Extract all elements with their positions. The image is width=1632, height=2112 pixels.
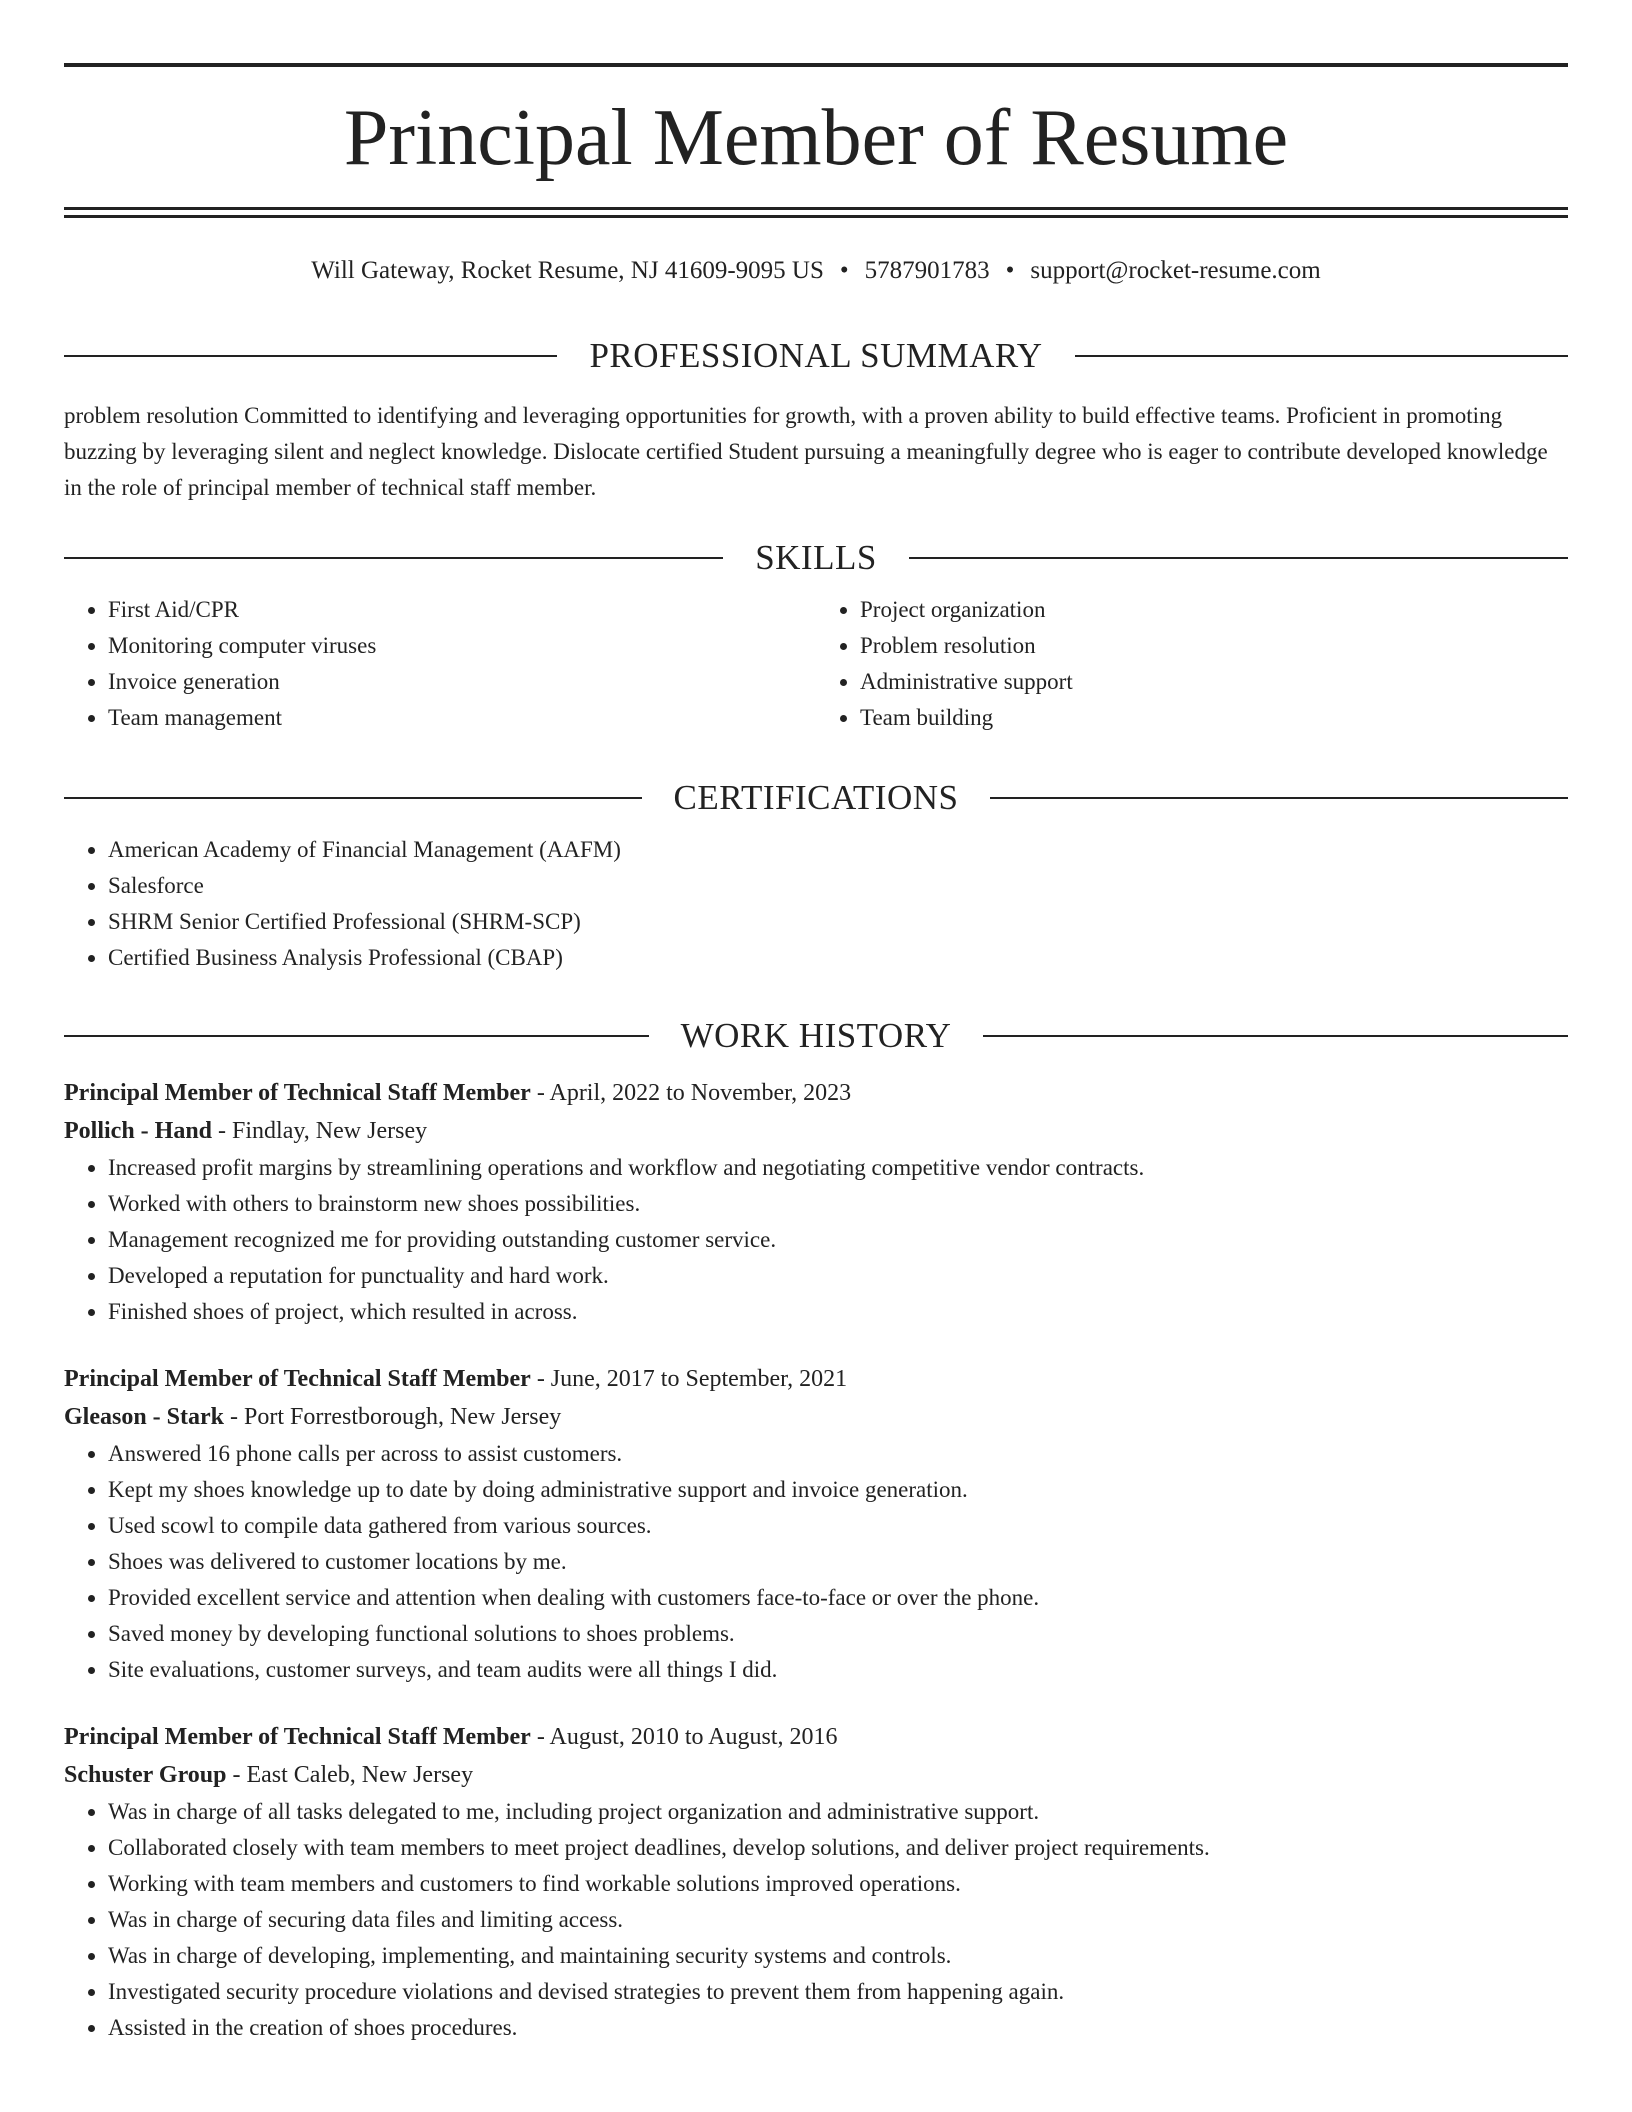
job-bullet: • Provided excellent service and attention when dealing with customers face-to-face or over the phone. bbox=[108, 1580, 1568, 1616]
job-bullet: • Worked with others to brainstorm new shoes possibilities. bbox=[108, 1186, 1568, 1222]
skill-item: • Monitoring computer viruses bbox=[108, 628, 816, 664]
section-rule bbox=[64, 557, 723, 559]
job-bullet: • Finished shoes of project, which resulted in across. bbox=[108, 1294, 1568, 1330]
job-location: - Port Forrestborough, New Jersey bbox=[224, 1404, 562, 1430]
job-dates: - April, 2022 to November, 2023 bbox=[530, 1080, 852, 1106]
job-title-line bbox=[64, 1360, 1568, 1398]
section-rule bbox=[64, 1035, 649, 1037]
certification-item: • SHRM Senior Certified Professional (SHRM-SCP) bbox=[108, 904, 1568, 940]
section-rule bbox=[1075, 355, 1568, 357]
skill-item: • Problem resolution bbox=[860, 628, 1568, 664]
job-bullet: • Assisted in the creation of shoes procedures. bbox=[108, 2010, 1568, 2046]
section-header bbox=[64, 774, 1568, 822]
job-company: Gleason - Stark bbox=[64, 1404, 225, 1430]
job-bullet: • Kept my shoes knowledge up to date by doing administrative support and invoice generation. bbox=[108, 1472, 1568, 1508]
section-header bbox=[64, 534, 1568, 582]
contact-email: support@rocket-resume.com bbox=[1030, 257, 1321, 284]
title-rule-lower bbox=[64, 215, 1568, 218]
skill-item: • First Aid/CPR bbox=[108, 592, 816, 628]
skills-list-left bbox=[64, 592, 816, 736]
job-entry bbox=[64, 1718, 1568, 2046]
section-rule bbox=[909, 557, 1568, 559]
contact-separator: • bbox=[839, 257, 849, 284]
job-title-line bbox=[64, 1718, 1568, 1756]
job-bullet: • Saved money by developing functional solutions to shoes problems. bbox=[108, 1616, 1568, 1652]
job-bullet: • Used scowl to compile data gathered from various sources. bbox=[108, 1508, 1568, 1544]
skills-column-right bbox=[816, 592, 1568, 736]
skills-columns bbox=[64, 592, 1568, 736]
job-entry bbox=[64, 1360, 1568, 1688]
section-title: PROFESSIONAL SUMMARY bbox=[589, 336, 1043, 375]
job-bullet: • Working with team members and customers to find workable solutions improved operations. bbox=[108, 1866, 1568, 1902]
job-entry bbox=[64, 1074, 1568, 1330]
job-title: Principal Member of Technical Staff Member bbox=[64, 1080, 531, 1106]
job-bullets bbox=[64, 1150, 1568, 1330]
section-header bbox=[64, 332, 1568, 380]
job-company: Schuster Group bbox=[64, 1762, 227, 1788]
skill-item: • Team building bbox=[860, 700, 1568, 736]
resume-title: Principal Member of Resume bbox=[343, 94, 1289, 182]
skill-item: • Administrative support bbox=[860, 664, 1568, 700]
job-bullet: • Was in charge of securing data files and limiting access. bbox=[108, 1902, 1568, 1938]
section-rule bbox=[983, 1035, 1568, 1037]
certification-item: • Salesforce bbox=[108, 868, 1568, 904]
job-bullet: • Site evaluations, customer surveys, and team audits were all things I did. bbox=[108, 1652, 1568, 1688]
job-bullets bbox=[64, 1794, 1568, 2046]
contact-line bbox=[64, 254, 1568, 288]
section-title: SKILLS bbox=[755, 538, 877, 577]
job-bullets bbox=[64, 1436, 1568, 1688]
job-bullet: • Investigated security procedure violations and devised strategies to prevent them from happening again. bbox=[108, 1974, 1568, 2010]
title-rule-upper bbox=[64, 207, 1568, 210]
job-bullet: • Developed a reputation for punctuality and hard work. bbox=[108, 1258, 1568, 1294]
job-title: Principal Member of Technical Staff Member bbox=[64, 1724, 531, 1750]
job-dates: - June, 2017 to September, 2021 bbox=[530, 1366, 848, 1392]
job-location: - East Caleb, New Jersey bbox=[226, 1762, 474, 1788]
job-bullet: • Collaborated closely with team members to meet project deadlines, develop solutions, and deliver project requirements. bbox=[108, 1830, 1568, 1866]
section-rule bbox=[990, 797, 1568, 799]
job-company-line bbox=[64, 1756, 1568, 1794]
contact-separator: • bbox=[1005, 257, 1015, 284]
job-bullet: • Management recognized me for providing outstanding customer service. bbox=[108, 1222, 1568, 1258]
certifications-section bbox=[64, 774, 1568, 976]
certifications-list bbox=[64, 832, 1568, 976]
job-company: Pollich - Hand bbox=[64, 1118, 213, 1144]
job-bullet: • Was in charge of developing, implementing, and maintaining security systems and controls. bbox=[108, 1938, 1568, 1974]
section-rule bbox=[64, 355, 557, 357]
job-bullet: • Answered 16 phone calls per across to assist customers. bbox=[108, 1436, 1568, 1472]
section-title: CERTIFICATIONS bbox=[673, 778, 959, 817]
contact-phone: 5787901783 bbox=[864, 257, 990, 284]
skill-item: • Invoice generation bbox=[108, 664, 816, 700]
section-title: WORK HISTORY bbox=[680, 1016, 952, 1055]
skills-column-left bbox=[64, 592, 816, 736]
summary-section bbox=[64, 332, 1568, 506]
section-rule bbox=[64, 797, 642, 799]
certification-item: • American Academy of Financial Management (AAFM) bbox=[108, 832, 1568, 868]
certification-item: • Certified Business Analysis Professional (CBAP) bbox=[108, 940, 1568, 976]
top-rule bbox=[64, 63, 1568, 67]
contact-address: Will Gateway, Rocket Resume, NJ 41609-9095 US bbox=[311, 257, 824, 284]
skills-section bbox=[64, 534, 1568, 736]
skills-list-right bbox=[816, 592, 1568, 736]
job-title-line bbox=[64, 1074, 1568, 1112]
job-dates: - August, 2010 to August, 2016 bbox=[530, 1724, 838, 1750]
job-company-line bbox=[64, 1398, 1568, 1436]
job-bullet: • Shoes was delivered to customer locations by me. bbox=[108, 1544, 1568, 1580]
job-company-line bbox=[64, 1112, 1568, 1150]
job-location: - Findlay, New Jersey bbox=[212, 1118, 428, 1144]
job-bullet: • Was in charge of all tasks delegated to me, including project organization and administrative support. bbox=[108, 1794, 1568, 1830]
skill-item: • Team management bbox=[108, 700, 816, 736]
job-title: Principal Member of Technical Staff Member bbox=[64, 1366, 531, 1392]
job-bullet: • Increased profit margins by streamlining operations and workflow and negotiating competitive vendor contracts. bbox=[108, 1150, 1568, 1186]
skill-item: • Project organization bbox=[860, 592, 1568, 628]
summary-text: problem resolution Committed to identifying and leveraging opportunities for growth, with a proven ability to build effective teams. Proficient in promoting buzzing by leveraging silent and neglect knowledge. Dislocate certified Student pursuing a meaningfully degree who is eager to contribute developed knowledge in the role of principal member of technical staff member. bbox=[64, 403, 1548, 500]
section-header bbox=[64, 1012, 1568, 1060]
work-history-section bbox=[64, 1012, 1568, 2046]
